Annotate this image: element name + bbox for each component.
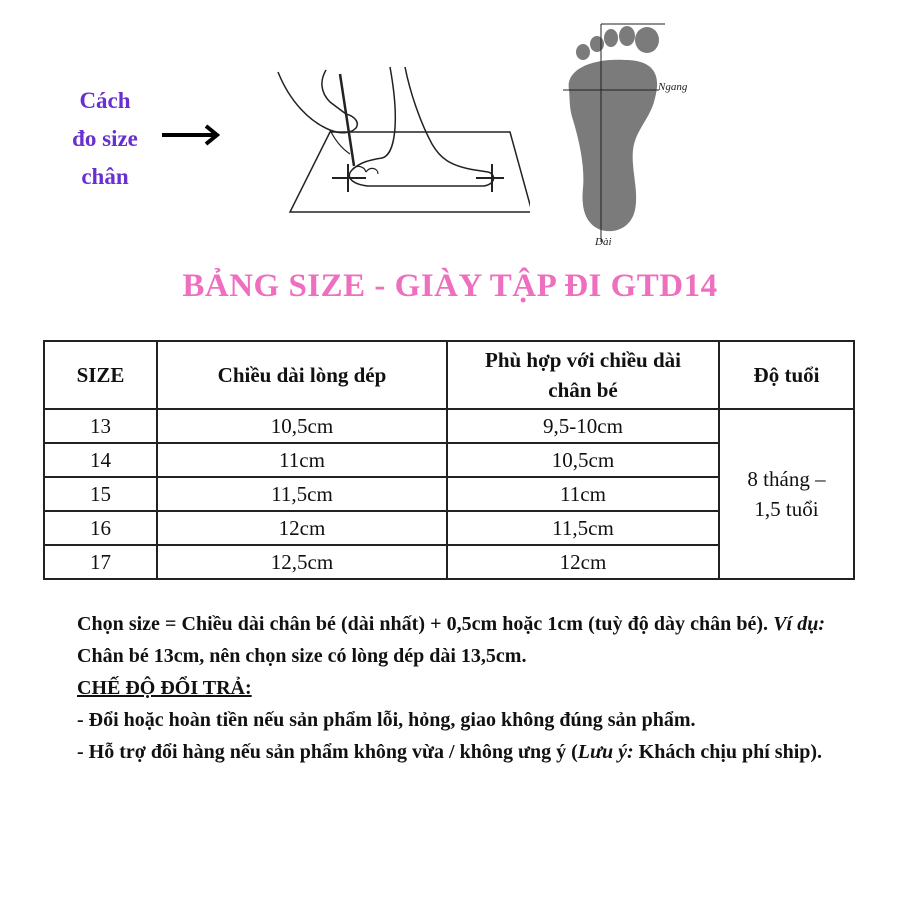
cell-size: 15 <box>44 477 157 511</box>
size-rule-text: Chọn size = Chiều dài chân bé (dài nhất) + 0,5cm hoặc 1cm (tuỳ độ dày chân bé). <box>77 613 769 635</box>
return-policy-item-1: - Đổi hoặc hoàn tiền nếu sản phẩm lỗi, hỏng, giao không đúng sản phẩm. <box>77 709 696 731</box>
sole-width-label: Ngang <box>658 81 688 93</box>
cell-sole-length: 11cm <box>157 443 447 477</box>
shipping-fee-note: Khách chịu phí ship). <box>638 741 823 763</box>
measure-label-line-2: đo size <box>72 126 138 151</box>
note-label: Lưu ý: <box>577 741 634 763</box>
header-size: SIZE <box>44 341 157 409</box>
header-foot-length-line-2: chân bé <box>548 378 618 402</box>
cell-sole-length: 11,5cm <box>157 477 447 511</box>
return-policy-item-2-text: - Hỗ trợ đổi hàng nếu sản phẩm không vừa / không ưng ý ( <box>77 741 578 763</box>
page-title: BẢNG SIZE - GIÀY TẬP ĐI GTD14 <box>182 268 718 304</box>
table-header-row <box>44 341 854 409</box>
size-selection-note <box>77 608 825 672</box>
size-notes <box>77 608 825 768</box>
header-foot-length-line-1: Phù hợp với chiều dài <box>485 348 681 372</box>
age-line-2: 1,5 tuổi <box>754 497 819 521</box>
table-row <box>44 409 854 443</box>
cell-size: 16 <box>44 511 157 545</box>
header-age: Độ tuổi <box>719 341 854 409</box>
cell-foot-length: 10,5cm <box>447 443 719 477</box>
measure-label-line-1: Cách <box>79 88 131 113</box>
age-line-1: 8 tháng – <box>747 467 826 491</box>
cell-size: 13 <box>44 409 157 443</box>
foot-measuring-illustration <box>270 62 530 222</box>
measure-guide-label <box>55 82 155 196</box>
sole-length-label: Dài <box>595 236 612 248</box>
size-table <box>43 340 855 580</box>
arrow-right-icon <box>160 122 222 148</box>
measure-label-line-3: chân <box>81 164 129 189</box>
header-sole-length: Chiều dài lòng dép <box>157 341 447 409</box>
cell-size: 17 <box>44 545 157 579</box>
return-policy-item-2 <box>77 736 825 768</box>
example-label: Ví dụ: <box>773 613 825 635</box>
cell-sole-length: 12cm <box>157 511 447 545</box>
header-foot-length <box>447 341 719 409</box>
cell-size: 14 <box>44 443 157 477</box>
cell-sole-length: 10,5cm <box>157 409 447 443</box>
cell-foot-length: 9,5-10cm <box>447 409 719 443</box>
cell-foot-length: 11cm <box>447 477 719 511</box>
cell-foot-length: 11,5cm <box>447 511 719 545</box>
cell-foot-length: 12cm <box>447 545 719 579</box>
return-policy-heading: CHẾ ĐỘ ĐỔI TRẢ: <box>77 677 252 699</box>
cell-age-range <box>719 409 854 579</box>
example-text: Chân bé 13cm, nên chọn size có lòng dép dài 13,5cm. <box>77 645 527 667</box>
foot-sole-diagram <box>555 20 715 250</box>
cell-sole-length: 12,5cm <box>157 545 447 579</box>
